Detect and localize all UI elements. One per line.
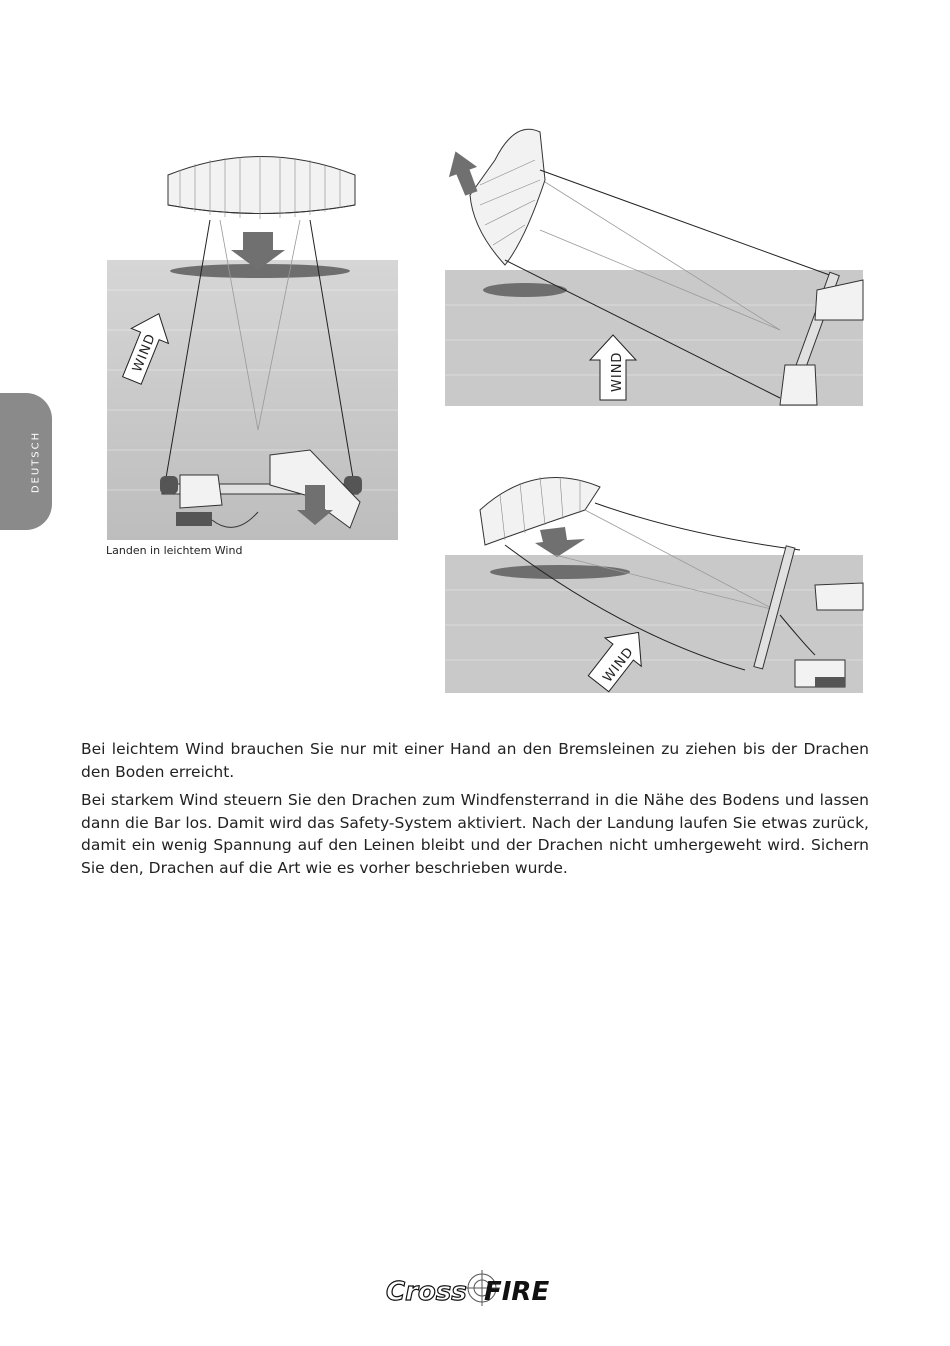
down-arrow-icon bbox=[535, 527, 585, 557]
language-tab bbox=[0, 393, 52, 530]
kite bbox=[470, 129, 545, 265]
wind-label: WIND bbox=[130, 331, 160, 375]
figure-strong-wind-edge bbox=[445, 120, 865, 410]
kite-shadow bbox=[490, 565, 630, 579]
language-tab-label: DEUTSCH bbox=[30, 430, 42, 494]
figure-light-wind-landing bbox=[100, 150, 410, 542]
paragraph-light-wind: Bei leichtem Wind brauchen Sie nur mit einer Hand an den Bremsleinen zu ziehen bis der Drachen den Boden erreicht. bbox=[81, 740, 869, 781]
left-hand bbox=[180, 475, 222, 508]
left-hand bbox=[780, 365, 817, 405]
wind-label: WIND bbox=[600, 644, 638, 686]
paragraph-strong-wind: Bei starkem Wind steuern Sie den Drachen zum Windfensterrand in die Nähe des Bodens und lassen dann die Bar los. Damit wird das Safety-System aktiviert. Nach der Landung laufen Sie etwas zurück, damit ein wenig Spannung auf den Leinen bleibt und der Drachen nicht umhergeweht wird. Sichern Sie den, Drachen auf die Art wie es vorher beschrieben wurde. bbox=[81, 791, 869, 877]
wind-label: WIND bbox=[610, 351, 625, 392]
kite bbox=[168, 156, 355, 219]
figure-caption: Landen in leichtem Wind bbox=[106, 544, 243, 557]
open-hand bbox=[815, 583, 863, 610]
kite bbox=[480, 478, 600, 545]
figure-strong-wind-release bbox=[445, 465, 865, 695]
logo-fire: FIRE bbox=[484, 1277, 550, 1307]
crossfire-logo bbox=[384, 1270, 570, 1310]
logo-cross: Cross bbox=[386, 1277, 467, 1307]
